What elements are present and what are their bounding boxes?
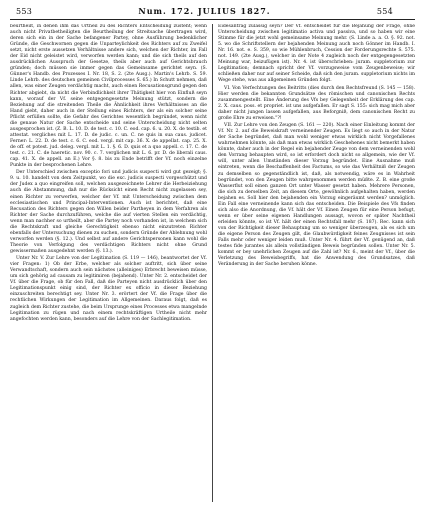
issue-title: Num. 172. JULIUS 1827. [138, 6, 271, 16]
left-column [10, 24, 207, 508]
text-columns [10, 24, 415, 508]
paragraph: VI. Von Verfechtungen des Beitritts (dies durch den Rechtsfreund (S. 145 — 158). Hier werden die bekannten Grundsätze des römischen und canonischen Rechts zusammengestellt. Eine Änderung des Vfs bey Gelegenheit der Erklärung des cap. 2. X. caus. poss. et propriet. ist uns aufgefallen. Er sagt S. 155: sich mag mich aber daher nicht jungen lassen aufgefallen, aus Beforgniß, dem canonischen Recht zu große Ehre zu erweisen."?! [218, 85, 415, 121]
paragraph: Eidesantrag zulässig seyn? Der Vf. entscheidet für die Bejahung der Frage, ohne Unterscheidung zwischen legitimatio activa und passiva, und so haben wir eine Stimme für die jetzt wohl gemeinsame Meinung mehr. (S. Linde a. a. O. §. 92. not. 5. wo die Schriftstellern der bejahenden Meinung auch noch Gönner im Handb. I. Nr. 16. not. e. S. 359, so wie Mühlenbruch, Cession der Forderungsrechte S. 575. not. 149. (2te Ausg.), welcher in der Note 4 zugleich noch der entgegengesetzten Meinung war, beizufügen ist). Nr. 4. ist überschrieben: juram. suppletorium zur Legitimation; demnach spricht der Vf. vorzugsweise vom Zeugenbeweise; wir schließen daher nur auf seiner Scheide, daß sich den juram. suppletorium nichts im Wege stehe, was aus allgemeinen Gründen folgt. [218, 24, 415, 84]
header-rule [10, 19, 415, 20]
paragraph: Der Unterschied zwischen exceptio fori und judicis suspecti wird gut gezeigt; §. 9. u. 10. handelt von dem Zeitpunkt, wo die exc. judicis suspecti vorgeschützt und der Judex a quo eingreifen soll, welchen ausgezeichnete Lehrer die Herbeiziehung auch die Abstammung, daß nur die Rücksicht einen Recht nicht zugelassen sey, einen Richter zu verwerfen, welcher der Vf. mit Unterscheidung zwischen dem ecclesiastischen und Principal-Interventionen. Auch ist berichtet, daß eine Recusation des Richters gegen den Willen beider Partheyen in dem Verfahren als Richter der Sache durchzuführen, welche die auf vierten Stellen ein verdächtig, wenn man nachher so urtheilt, aber die Partey noch vorhanden ist, in welchem sich die Rechtskraft und gleiche Gerechtigkeit ebenso nicht einzutreten Richter ebenfalls der Untersuchung dienen zu suchen, sondern Gründe der Ablehnung wohl verworfen werden (§. 12.). Und selbst auf andere Gerichtspersonen kann wohl die Theorie von Verfolgung des verdächtigen Richters nicht ohne Grund gewissermaßen ausgedehnt werden (§. 13.). [10, 170, 207, 254]
right-page-number: 554 [376, 7, 393, 16]
column-divider [212, 24, 213, 502]
page-header [16, 6, 393, 18]
left-page-number: 553 [16, 7, 33, 16]
paragraph: Unter Nr. V. Zur Lehre von der Legitimation (S. 119 — 146), beantwortet der Vf. vier Fragen: 1) Ob der Erbe, welcher als solcher auftritt, sich über seine Verwandtschaft, sondern auch sein nächstes (alleiniges) Erbrecht beweisen müsse, um sich gehörig ad causam zu legitimiren (bejahend). Unter Nr. 2. entscheidet der Vf. über die Frage, ob für den Fall, daß die Parteyen nicht ausdrücklich über den Legitimationspunkt einig sind, der Richter ex officio in dieser Beziehung einzuschreiten berechtigt sey. Unter Nr. 3. erörtert der Vf. die Frage über die rechtlichen Wirkungen der Legitimation im Allgemeinen. Daraus folgt, daß es zugleich dem Richter zustehe, die beim Ursprunge eines Processes etwa mangelnde Legitimation zu rügen und nach einem rechtskräftigen Urtheile nicht mehr angefochten werden kann, besonders auf die Lehre von der Sachlegitimation. [10, 256, 207, 322]
paragraph: VII. Zur Lehre von den Zeugen (S. 161 — 220). Nach einer Einleitung kommt der Vf. Nr. 2. auf die Beweiskraft verneinender Zeugen. Es liegt so auch in der Natur der Sache begründet, daß man wohl weniger etwas wirklich nicht Vorgefallenes wahrnehmen könnte, als daß man etwas wirklich Geschehenes nicht bemerkt haben könnte, daher auch in der Regel ein bejahender Zeuge von dem verneinenden wohl den Vorrang behaupten wird, so ist erfordert doch nicht so allgemein, wie der Vf. will, unter allen Umständen dieser Vorzug begründet. Eine Ausnahme muß eintreten, wenn die Beschaffenheit des Factums, so wie das Verhältniß der Zeugen zu demselben so gegenständlich ist, daß, als notwendig, wäre es in Wahrheit begründet, von den Zeugen bitte wahrgenommen werden müßte. Z. B. eine große Wasserflut soll einen ganzen Ort unter Wasser gesetzt haben. Mehrere Personen, die sich zu derselben Zeit, an diesem Orte, gewöhnlich aufgehalten haben, werden bejahen es. Soll hier den bejahenden ein Vorzug eingeräumt werden? unmöglich. Ein Fall eine verneinende kann sich das entscheiden. Die Beispiele des Vfs finden sich also die Anordnung, die Vf. hält der Vf. Einen Zeugen für eine Person befugt, wenn er über seine eigenen Handlungen aussagt, wovon er später Nachtheil erleiden könnte, so ist Vf. hält der einen Rechtsfall mehr (S. 187). Rec. kann sich von der Richtigkeit dieser Behauptung um so weniger überzeugen, als es sich um die eigene Person des Zeugen gilt, die Glaubwürdigkeit feines Zeugnisses ist sein Falls mehr oder weniger leiden muß. Unter Nr. 4. führt der Vf. genügend an, daß testes fide jurantes als allein vollständigen Beweis begründen sollen. Unter Nr. 5. kommt er bey unehrlichen Zeugen auf die Zahl ist? Nr. 6., meint der Vf., über die Verletzung des Beweisbegriffs, hat die Anwendung des Grundsatzes, daß Veränderung in der Sache beruhen könne. [218, 123, 415, 268]
paragraph: beurtheilt, in denen ihm das Urtheil zu des Richters Entscheidung zusteht; wenn auch nicht Privatbetheiligten die Beurtheilung der Streitsache übertragen wird, deren sich ein in der Sache befangener Partey, ohne Ausführung bedenklicher Gründe, die Geschwornen gegen die Unparteylichkeit des Richters auf zu Zweifel setzt, nicht erste aussetzen Verhältnisse andere sich, welchen der Richter, im Fall der Eid nicht geleistet wird, verworfen werden kann; und die sich theils auf den ausdrücklichen Ausspruch der Gesetze, theils aber auch auf Gerichtsbrauch gründen; doch müssen sie immer gegen das Gemeinsame gerichtet seyn. (S. Günner's Handb. des Prozesses I. Nr. 18, S. 2. (2te Ausg.). Martin's Lehrb. S. 59. Linde Lehrb. des deutschen gemeinen Civilprocesses S. 65.) In Schutt nehmen, daß allen, was einer Zeugen verdächtig macht, auch einen Recusationsgrund gegen den Richter abgiebt, da nicht die Verbindlichkeit ihrer Thätigkeit hier von Einfluß seyn kann, worauf der Vf. seine entgegengesetzte Meinung stützt, sondern die Beziehung auf die streitenden Theile die Ähnlichkeit ihres Verhältnisses an die Hand giebt, daher auch in der Stellung eines Richters, der als ein solcher seine Pflicht erfüllen sollte, die Gefahr des Gerichtes wesentlich begründet, wenn nicht die genaue Natur der Sache entscheide und seine Unterscheidung nicht selten ausgesprochen ist. (Z. B. L. 10. D. de test. c. 10. C. eod. cap. 6. u. 20. X. de testib. et attestat. vergliches mit L. 17. D. de judic. c. un. C. ne quis in sua caus. judicet. Ferner: L. 22. D. de test. c. 6. C. eod. vergl. mit cap. 36. X. de appellat. cap. 25. X. de off. et potest. jud. deleg. vergl. mit L. 1. §. 6. D. quis et a quo appell. c. 17. C. de test. c. 21. C. de haeretic. nov. 90. c. 7. verglichen mit L. 6. pr. D. de liberali caus. cap. 41. X. de appell. an E.) Vor §. 8. bis zu Ende betrifft der Vf. noch einzelne Punkte in der besprochenen Lehre. [10, 24, 207, 169]
right-column [218, 24, 415, 508]
